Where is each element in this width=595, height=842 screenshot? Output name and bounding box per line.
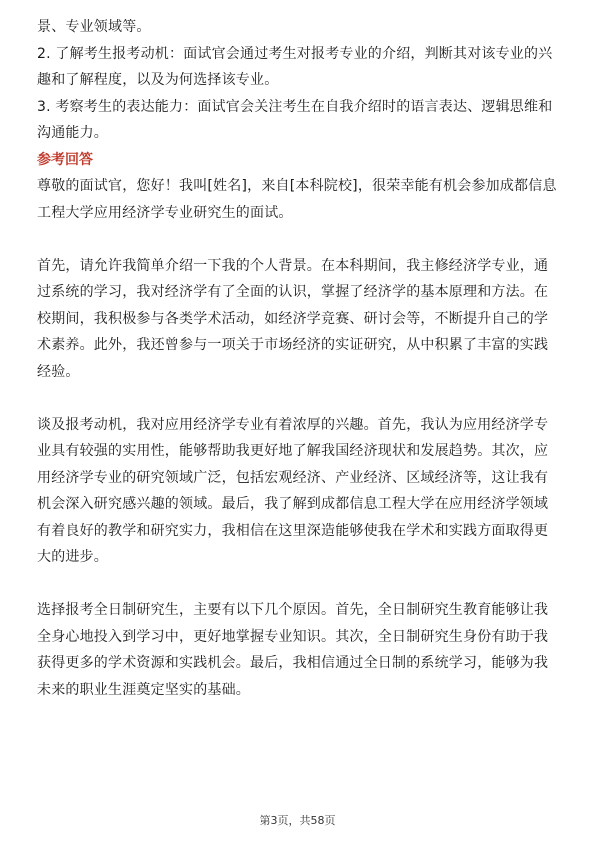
- paragraph-line: 大的进步。: [37, 549, 108, 565]
- paragraph-line: 尊敬的面试官，您好！我叫[姓名]，来自[本科院校]，很荣幸能有机会参加成都信息: [37, 178, 557, 194]
- intro-section: [37, 14, 562, 147]
- paragraph-motivation: [37, 412, 562, 571]
- intro-line: 沟通能力。: [37, 125, 108, 141]
- paragraph-line: 工程大学应用经济学专业研究生的面试。: [37, 204, 293, 221]
- paragraph-line: 术素养。此外，我还曾参与一项关于市场经济的实证研究，从中积累了丰富的实践: [37, 337, 549, 353]
- page-number-footer: 第3页，共58页: [259, 814, 336, 827]
- paragraph-line: 首先，请允许我简单介绍一下我的个人背景。在本科期间，我主修经济学专业，通: [37, 257, 549, 274]
- intro-line: 3. 考察考生的表达能力：面试官会关注考生在自我介绍时的语言表达、逻辑思维和: [37, 98, 553, 115]
- paragraph-gap: [37, 385, 562, 412]
- paragraph-line: 业具有较强的实用性，能够帮助我更好地了解我国经济现状和发展趋势。其次，应: [37, 443, 549, 459]
- paragraph-line: 机会深入研究感兴趣的领域。最后，我了解到成都信息工程大学在应用经济学领域: [37, 496, 549, 512]
- paragraph-line: 过系统的学习，我对经济学有了全面的认识，掌握了经济学的基本原理和方法。在: [37, 284, 549, 300]
- paragraph-gap: [37, 226, 562, 253]
- paragraph-line: 校期间，我积极参与各类学术活动，如经济学竞赛、研讨会等，不断提升自己的学: [37, 310, 549, 327]
- intro-line: 趣和了解程度，以及为何选择该专业。: [37, 72, 279, 88]
- paragraph-fulltime: [37, 597, 562, 703]
- paragraph-gap: [37, 571, 562, 598]
- paragraph-line: 未来的职业生涯奠定坚实的基础。: [37, 681, 250, 698]
- paragraph-line: 获得更多的学术资源和实践机会。最后，我相信通过全日制的系统学习，能够为我: [37, 655, 549, 671]
- paragraph-line: 用经济学专业的研究领域广泛，包括宏观经济、产业经济、区域经济等，这让我有: [37, 469, 549, 486]
- document-page: [37, 14, 562, 703]
- paragraph-background: [37, 253, 562, 386]
- paragraph-line: 选择报考全日制研究生，主要有以下几个原因。首先，全日制研究生教育能够让我: [37, 602, 549, 618]
- paragraph-greeting: [37, 173, 562, 226]
- paragraph-line: 有着良好的教学和研究实力，我相信在这里深造能够使我在学术和实践方面取得更: [37, 522, 549, 539]
- answer-heading: 参考回答: [37, 151, 93, 168]
- intro-line: 2. 了解考生报考动机：面试官会通过考生对报考专业的介绍，判断其对该专业的兴: [37, 45, 553, 62]
- paragraph-line: 谈及报考动机，我对应用经济学专业有着浓厚的兴趣。首先，我认为应用经济学专: [37, 416, 549, 433]
- paragraph-line: 经验。: [37, 363, 80, 380]
- paragraph-line: 全身心地投入到学习中，更好地掌握专业知识。其次，全日制研究生身份有助于我: [37, 628, 549, 645]
- intro-line: 景、专业领域等。: [37, 19, 151, 35]
